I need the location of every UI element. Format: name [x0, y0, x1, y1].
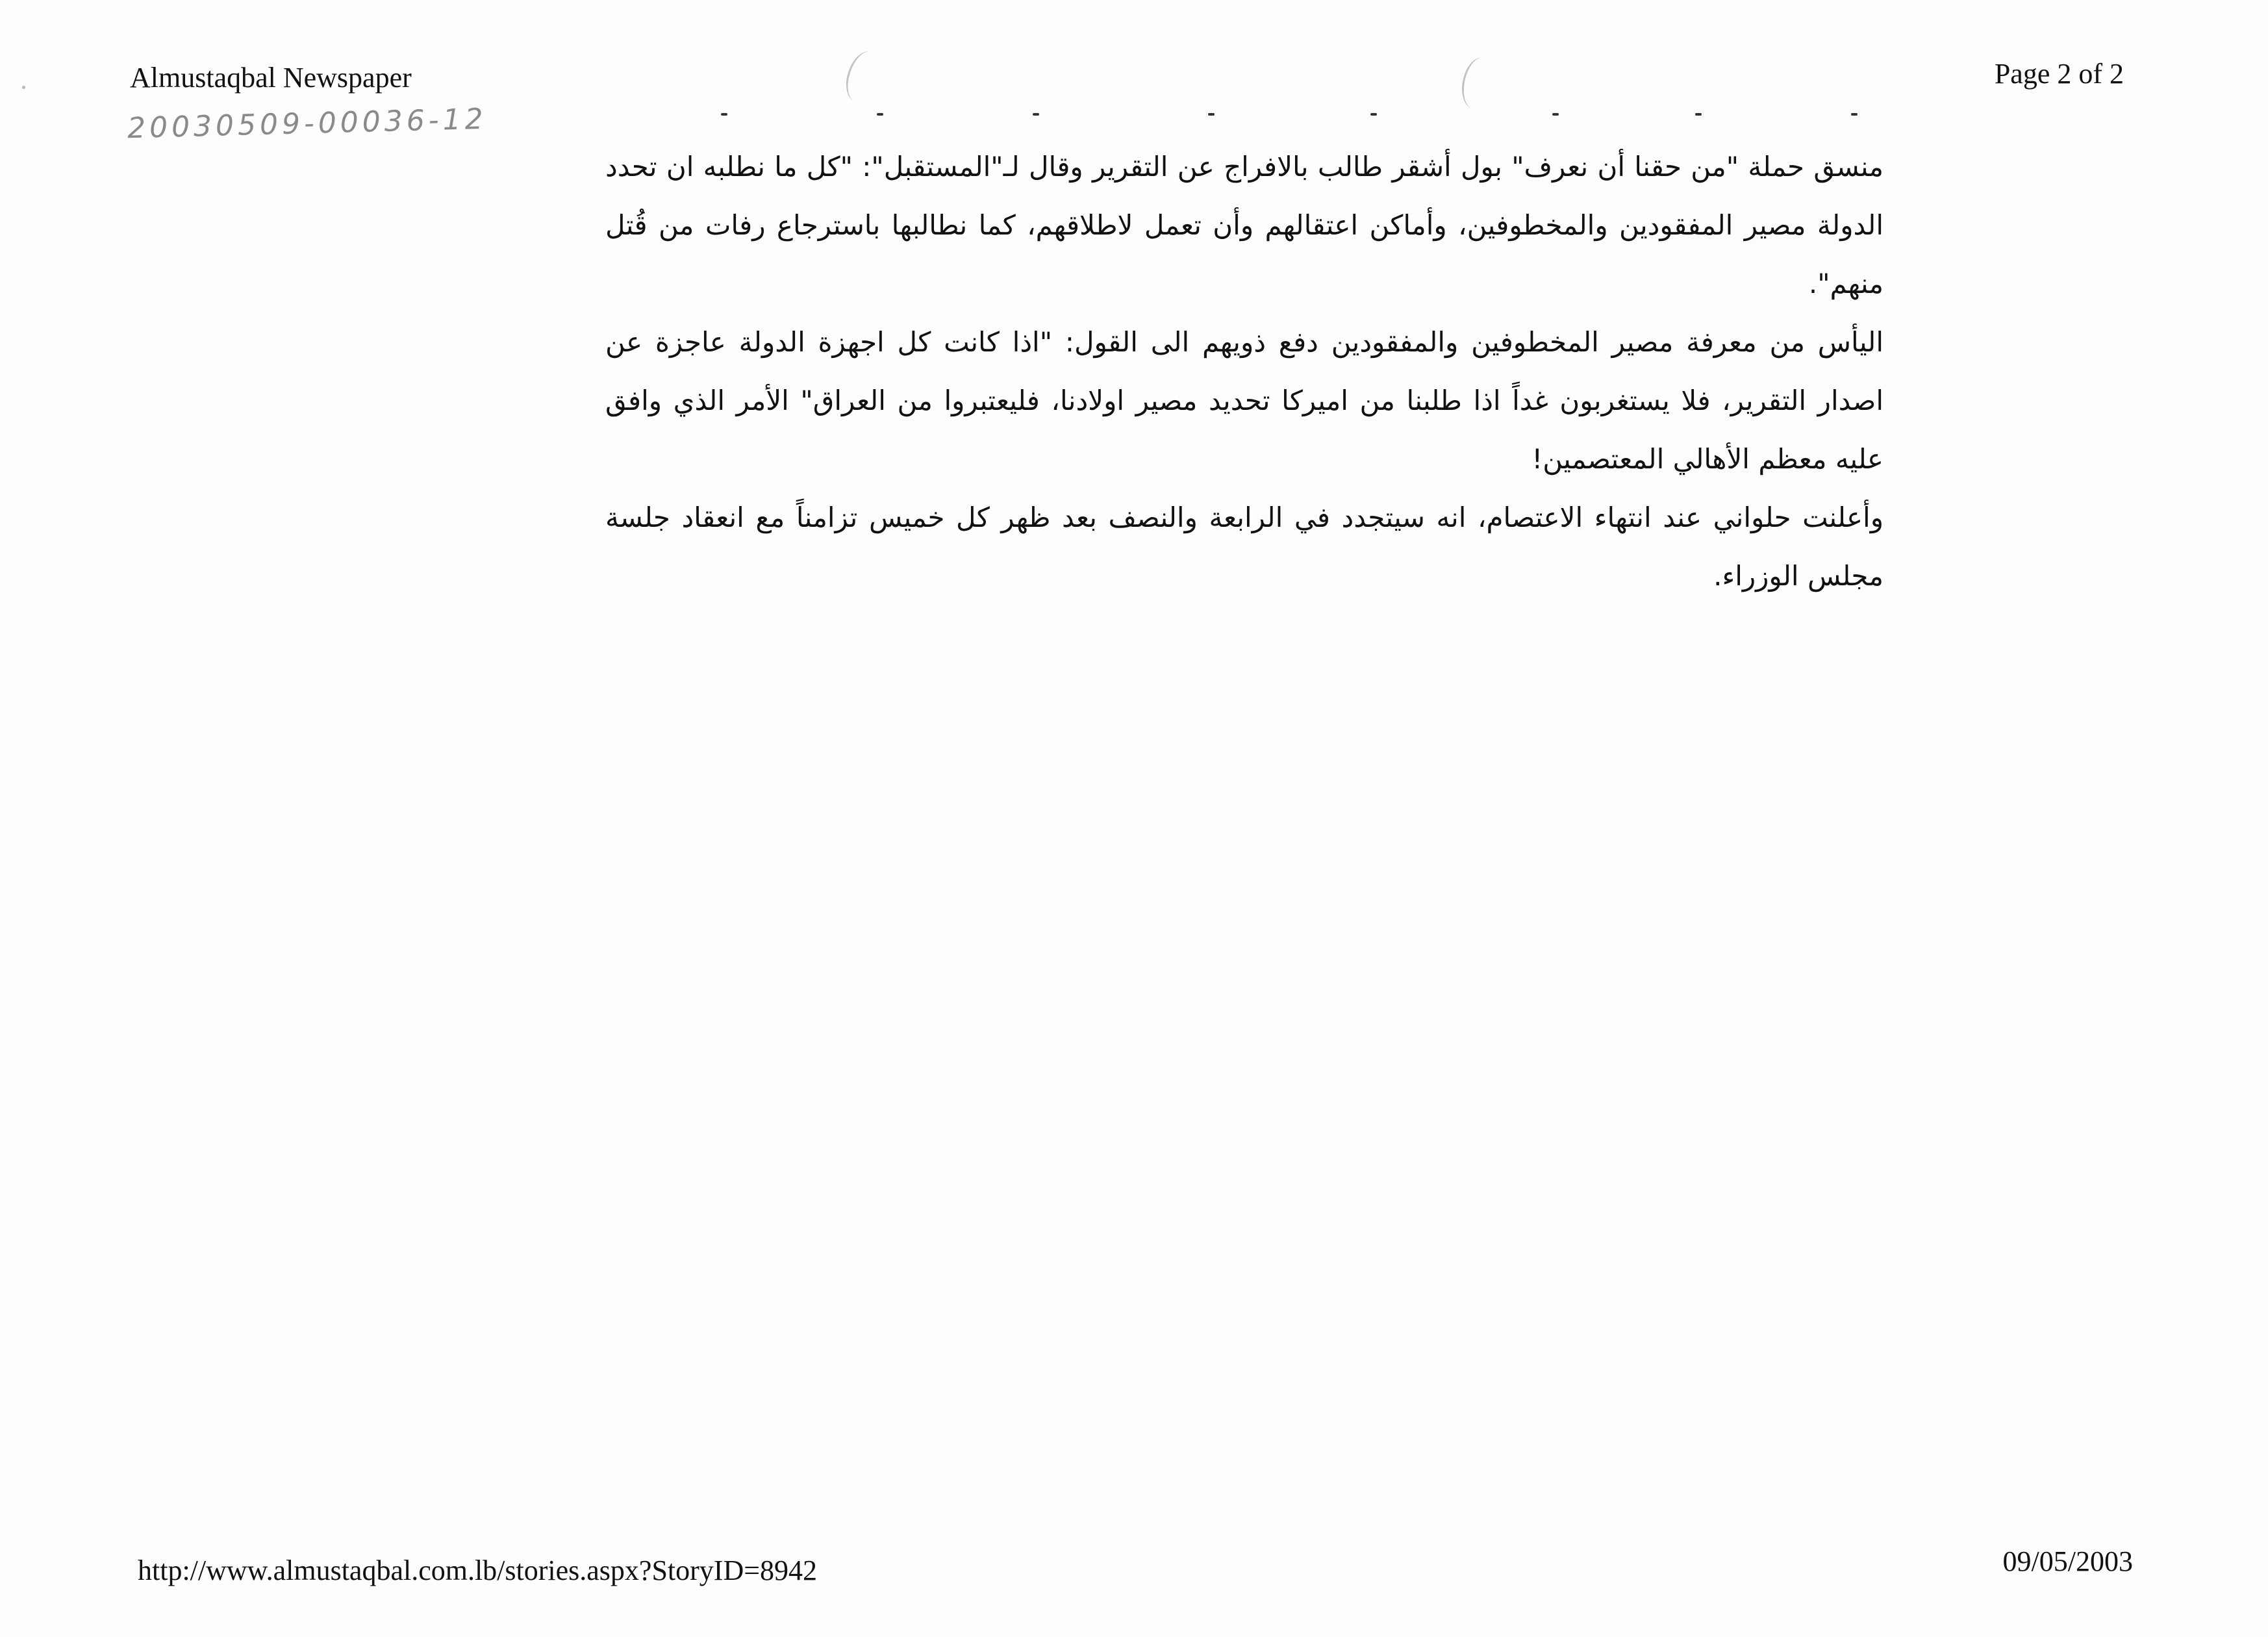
source-url: http://www.almustaqbal.com.lb/stories.aspx?StoryID=8942: [138, 1555, 818, 1586]
cut-off-text-line: [636, 109, 1871, 118]
scan-speck: [22, 86, 25, 89]
print-date: 09/05/2003: [2002, 1545, 2133, 1577]
hole-punch-mark: [1457, 55, 1498, 112]
article-body: [605, 138, 1884, 605]
article-paragraph: منسق حملة "من حقنا أن نعرف" بول أشقر طالب بالافراج عن التقرير وقال لـ"المستقبل": "كل ما نطلبه ان تحدد الدولة مصير المفقودين والمخطوفين، وأماكن اعتقالهم وأن تعمل لاطلاقهم، كما نطالبها باسترجاع رفات من قُتل منهم".: [605, 151, 1884, 299]
page-counter: Page 2 of 2: [1994, 58, 2124, 90]
hole-punch-mark: [840, 47, 885, 107]
article-paragraph: اليأس من معرفة مصير المخطوفين والمفقودين دفع ذويهم الى القول: "اذا كانت كل اجهزة الدولة عاجزة عن اصدار التقرير، فلا يستغربون غداً اذا طلبنا من اميركا تحديد مصير اولادنا، فليعتبروا من العراق" الأمر الذي وافق عليه معظم الأهالي المعتصمين!: [605, 326, 1884, 475]
article-paragraph: وأعلنت حلواني عند انتهاء الاعتصام، انه سيتجدد في الرابعة والنصف بعد ظهر كل خميس تزامناً مع انعقاد جلسة مجلس الوزراء.: [605, 501, 1884, 592]
newspaper-source-title: Almustaqbal Newspaper: [130, 62, 412, 94]
handwritten-reference-number: 20030509-00036-12: [127, 102, 488, 146]
